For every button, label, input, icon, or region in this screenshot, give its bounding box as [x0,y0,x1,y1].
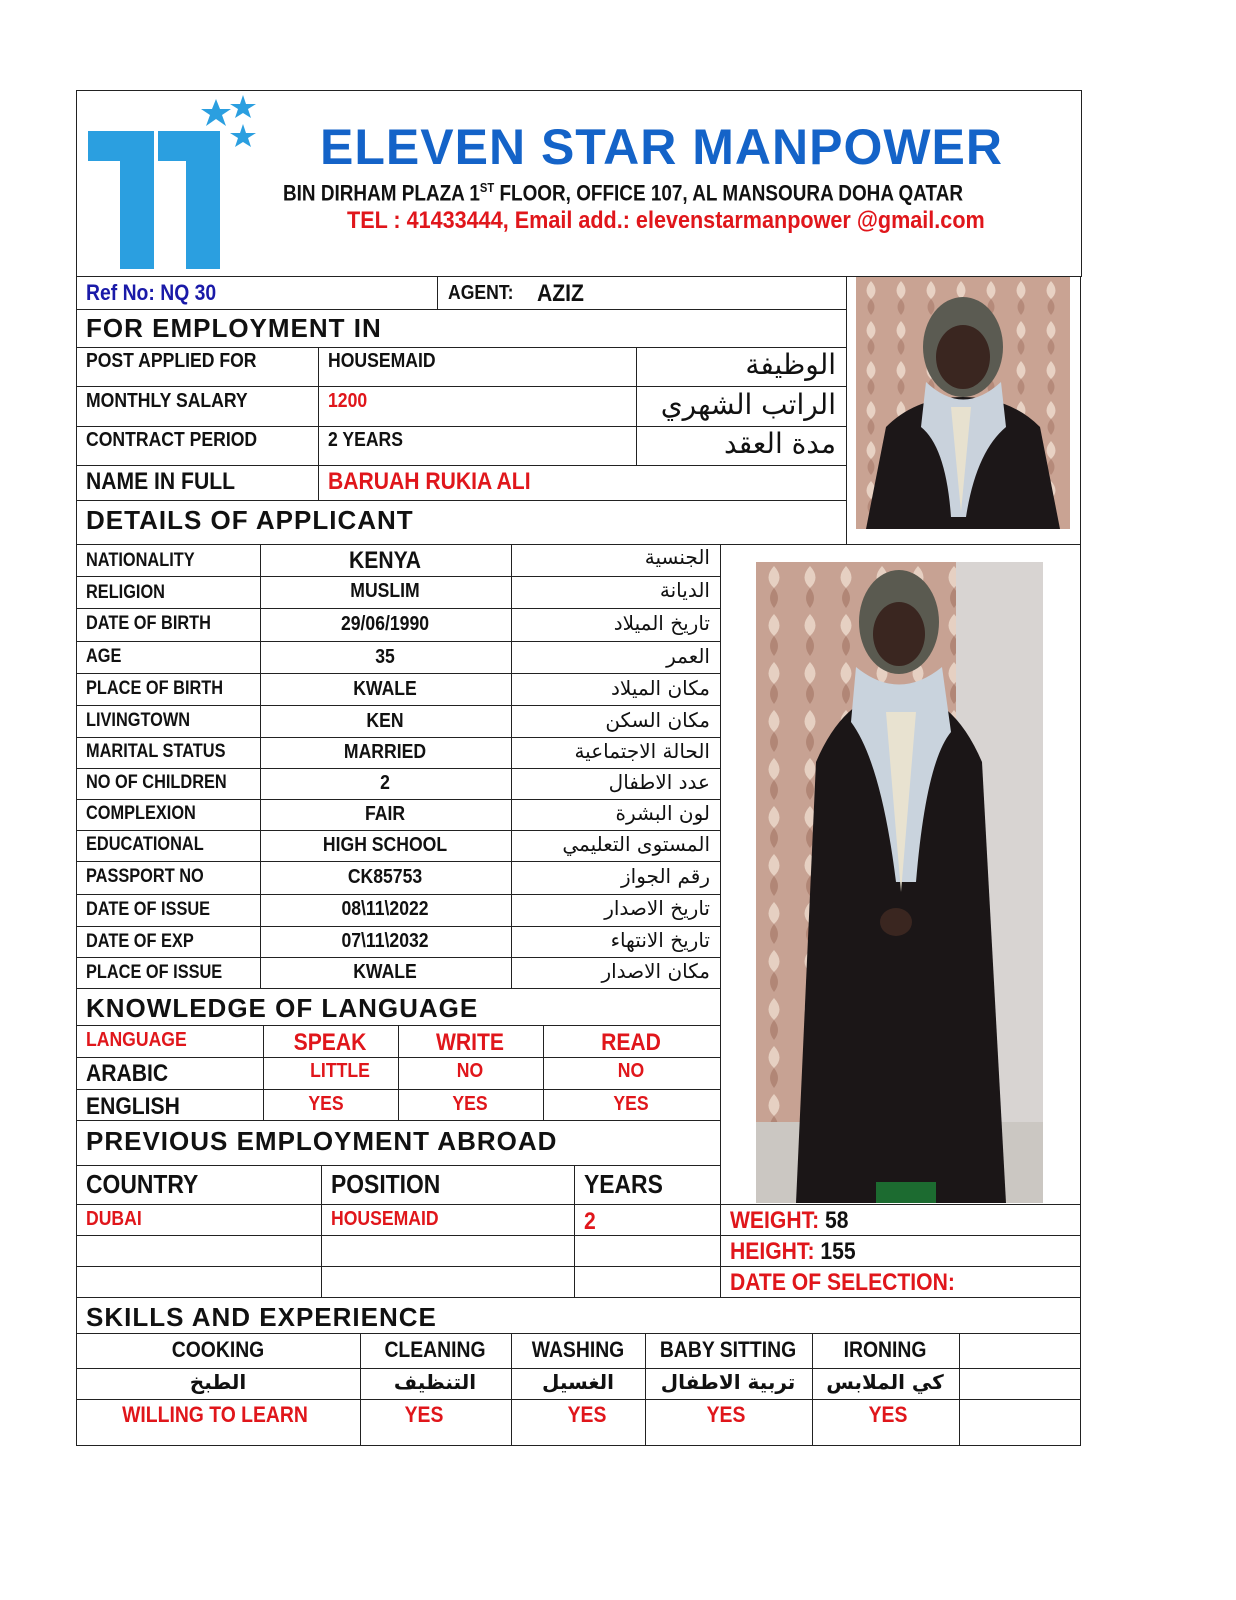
skill-ar: التنظيف [393,1370,477,1394]
language-title: KNOWLEDGE OF LANGUAGE [86,993,479,1023]
grid-line [76,1266,1080,1267]
grid-line [76,768,720,769]
prev-country: DUBAI [86,1208,142,1230]
detail-value: 29/06/1990 [340,613,430,635]
detail-value: FAIR [364,803,406,825]
grid-line [76,1235,1080,1236]
agent-value: AZIZ [537,280,584,307]
grid-line [812,1333,813,1445]
skill-cleaning: CLEANING [384,1337,486,1362]
detail-ar: الجنسية [644,545,710,569]
detail-value: MARRIED [343,741,427,763]
grid-line [543,1025,544,1120]
grid-line [76,544,1080,545]
name-label: NAME IN FULL [86,468,235,495]
grid-line [511,1333,512,1445]
salary-ar: الراتب الشهري [660,388,836,421]
detail-ar: لون البشرة [615,801,710,825]
contract-ar: مدة العقد [724,427,836,460]
detail-ar: مكان الميلاد [611,676,710,700]
detail-value: 08\11\2022 [341,898,429,920]
skill-ar: الطبخ [189,1370,247,1394]
grid-line [76,1204,1080,1205]
company-logo [86,95,266,275]
skill-baby-sitting: BABY SITTING [659,1337,797,1362]
grid-line [76,894,720,895]
skill-ar: تربية الاطفال [660,1370,796,1394]
detail-label: DATE OF EXP [86,931,194,952]
grid-line [263,1025,264,1120]
detail-label: NATIONALITY [86,550,195,571]
height-value: 155 [820,1238,856,1265]
grid-line [76,1368,1080,1369]
grid-line [959,1333,960,1445]
grid-line [76,500,846,501]
frame-line [1080,276,1081,1446]
grid-line [76,861,720,862]
address-text: BIN DIRHAM PLAZA 1 [283,180,480,206]
skill-value: YES [567,1402,607,1427]
salary-value: 1200 [328,390,368,412]
detail-label: MARITAL STATUS [86,741,226,762]
detail-ar: العمر [666,644,710,668]
skill-washing: WASHING [531,1337,625,1362]
skill-ironing: IRONING [843,1337,927,1362]
prev-position: HOUSEMAID [331,1208,439,1230]
frame-line [76,1445,1080,1446]
ref-label [86,280,216,306]
detail-label: EDUCATIONAL [86,834,204,855]
detail-value: 07\11\2032 [341,930,429,952]
height-label: HEIGHT: [730,1238,815,1265]
lang-write: NO [456,1060,484,1082]
grid-line [76,957,720,958]
ref-label-text: Ref No: [86,280,155,305]
detail-label: DATE OF ISSUE [86,899,211,920]
lang-speak: YES [308,1093,344,1115]
lang-header-read: READ [601,1029,661,1056]
grid-line [76,988,720,989]
lang-name: ENGLISH [86,1093,180,1120]
grid-line [846,276,847,544]
detail-ar: تاريخ الانتهاء [610,928,710,952]
weight-label: WEIGHT: [730,1207,820,1234]
lang-write: YES [452,1093,488,1115]
grid-line [76,347,846,348]
details-title: DETAILS OF APPLICANT [86,505,414,535]
ref-value: NQ 30 [160,280,217,305]
grid-line [76,705,720,706]
grid-line [76,641,720,642]
detail-ar: عدد الاطفال [608,770,710,794]
detail-ar: مكان السكن [605,708,710,732]
grid-line [76,576,720,577]
company-name: ELEVEN STAR MANPOWER [320,119,1003,175]
detail-label: LIVINGTOWN [86,710,191,731]
skill-value: YES [404,1402,444,1427]
agent-label: AGENT: [448,282,514,304]
prev-header-country: COUNTRY [86,1169,199,1199]
grid-line [76,465,846,466]
grid-line [636,347,637,465]
post-ar: الوظيفة [745,348,836,381]
detail-value: KWALE [353,961,417,983]
salary-label: MONTHLY SALARY [86,390,248,412]
detail-value: HIGH SCHOOL [322,834,448,856]
grid-line [76,1399,1080,1400]
grid-line [76,830,720,831]
detail-ar: مكان الاصدار [601,959,710,983]
detail-ar: تاريخ الميلاد [613,611,710,635]
company-address [283,180,963,206]
grid-line [720,544,721,1204]
skill-cooking: COOKING [171,1337,265,1362]
grid-line [76,926,720,927]
detail-value: 2 [380,772,390,794]
grid-line [76,309,846,310]
skill-ar: الغسيل [541,1370,615,1394]
skill-ar: كي الملابس [826,1370,944,1394]
detail-value: KWALE [353,678,417,700]
detail-label: RELIGION [86,582,165,603]
company-contact: TEL : 41433444, Email add.: elevenstarmanpower @gmail.com [347,207,985,234]
grid-line [398,1025,399,1120]
skill-value: WILLING TO LEARN [122,1402,308,1427]
grid-line [76,608,720,609]
skill-value: YES [868,1402,908,1427]
detail-ar: الحالة الاجتماعية [574,739,710,763]
weight-field [730,1207,849,1235]
detail-ar: تاريخ الاصدار [604,896,710,920]
grid-line [76,386,846,387]
detail-label: COMPLEXION [86,803,196,824]
grid-line [318,347,319,500]
detail-label: PLACE OF ISSUE [86,962,223,983]
prev-header-position: POSITION [331,1169,441,1199]
detail-value: 35 [375,646,395,668]
post-label: POST APPLIED FOR [86,350,257,372]
detail-label: PASSPORT NO [86,866,204,887]
grid-line [260,544,261,988]
lang-header-speak: SPEAK [293,1029,367,1056]
detail-label: AGE [86,646,122,667]
previous-title: PREVIOUS EMPLOYMENT ABROAD [86,1126,558,1156]
lang-name: ARABIC [86,1060,169,1087]
grid-line [437,276,438,310]
lang-header-write: WRITE [435,1029,505,1056]
grid-line [76,1333,1080,1334]
skill-value: YES [706,1402,746,1427]
prev-years: 2 [584,1208,596,1235]
detail-value: MUSLIM [350,580,420,602]
grid-line [76,673,720,674]
weight-value: 58 [825,1207,849,1234]
grid-line [76,1165,720,1166]
grid-line [76,799,720,800]
lang-header-language: LANGUAGE [86,1029,187,1051]
grid-line [321,1165,322,1297]
grid-line [360,1333,361,1445]
height-field [730,1238,856,1266]
applicant-photo-small [856,277,1070,529]
contract-value: 2 YEARS [328,429,404,451]
selection-label: DATE OF SELECTION: [730,1269,955,1296]
post-value: HOUSEMAID [328,350,436,372]
address-sup: ST [479,180,495,195]
grid-line [645,1333,646,1445]
skills-title: SKILLS AND EXPERIENCE [86,1302,437,1332]
detail-label: DATE OF BIRTH [86,613,211,634]
address-text-rest: FLOOR, OFFICE 107, AL MANSOURA DOHA QATAR [494,180,964,206]
lang-read: YES [613,1093,649,1115]
grid-line [720,1204,721,1297]
employment-title: FOR EMPLOYMENT IN [86,313,382,343]
contract-label: CONTRACT PERIOD [86,429,258,451]
prev-header-years: YEARS [584,1169,663,1199]
lang-read: NO [617,1060,645,1082]
grid-line [76,737,720,738]
lang-speak: LITTLE [310,1060,370,1082]
detail-ar: الديانة [659,578,710,602]
applicant-photo-large [756,562,1043,1203]
detail-ar: المستوى التعليمي [562,832,710,856]
grid-line [76,1297,1080,1298]
name-value: BARUAH RUKIA ALI [328,468,531,495]
detail-ar: رقم الجواز [621,864,710,888]
detail-label: PLACE OF BIRTH [86,678,224,699]
detail-value: KENYA [349,547,421,574]
detail-value: KEN [366,710,404,732]
detail-value: CK85753 [347,866,423,888]
grid-line [574,1165,575,1297]
grid-line [511,544,512,988]
detail-label: NO OF CHILDREN [86,772,227,793]
